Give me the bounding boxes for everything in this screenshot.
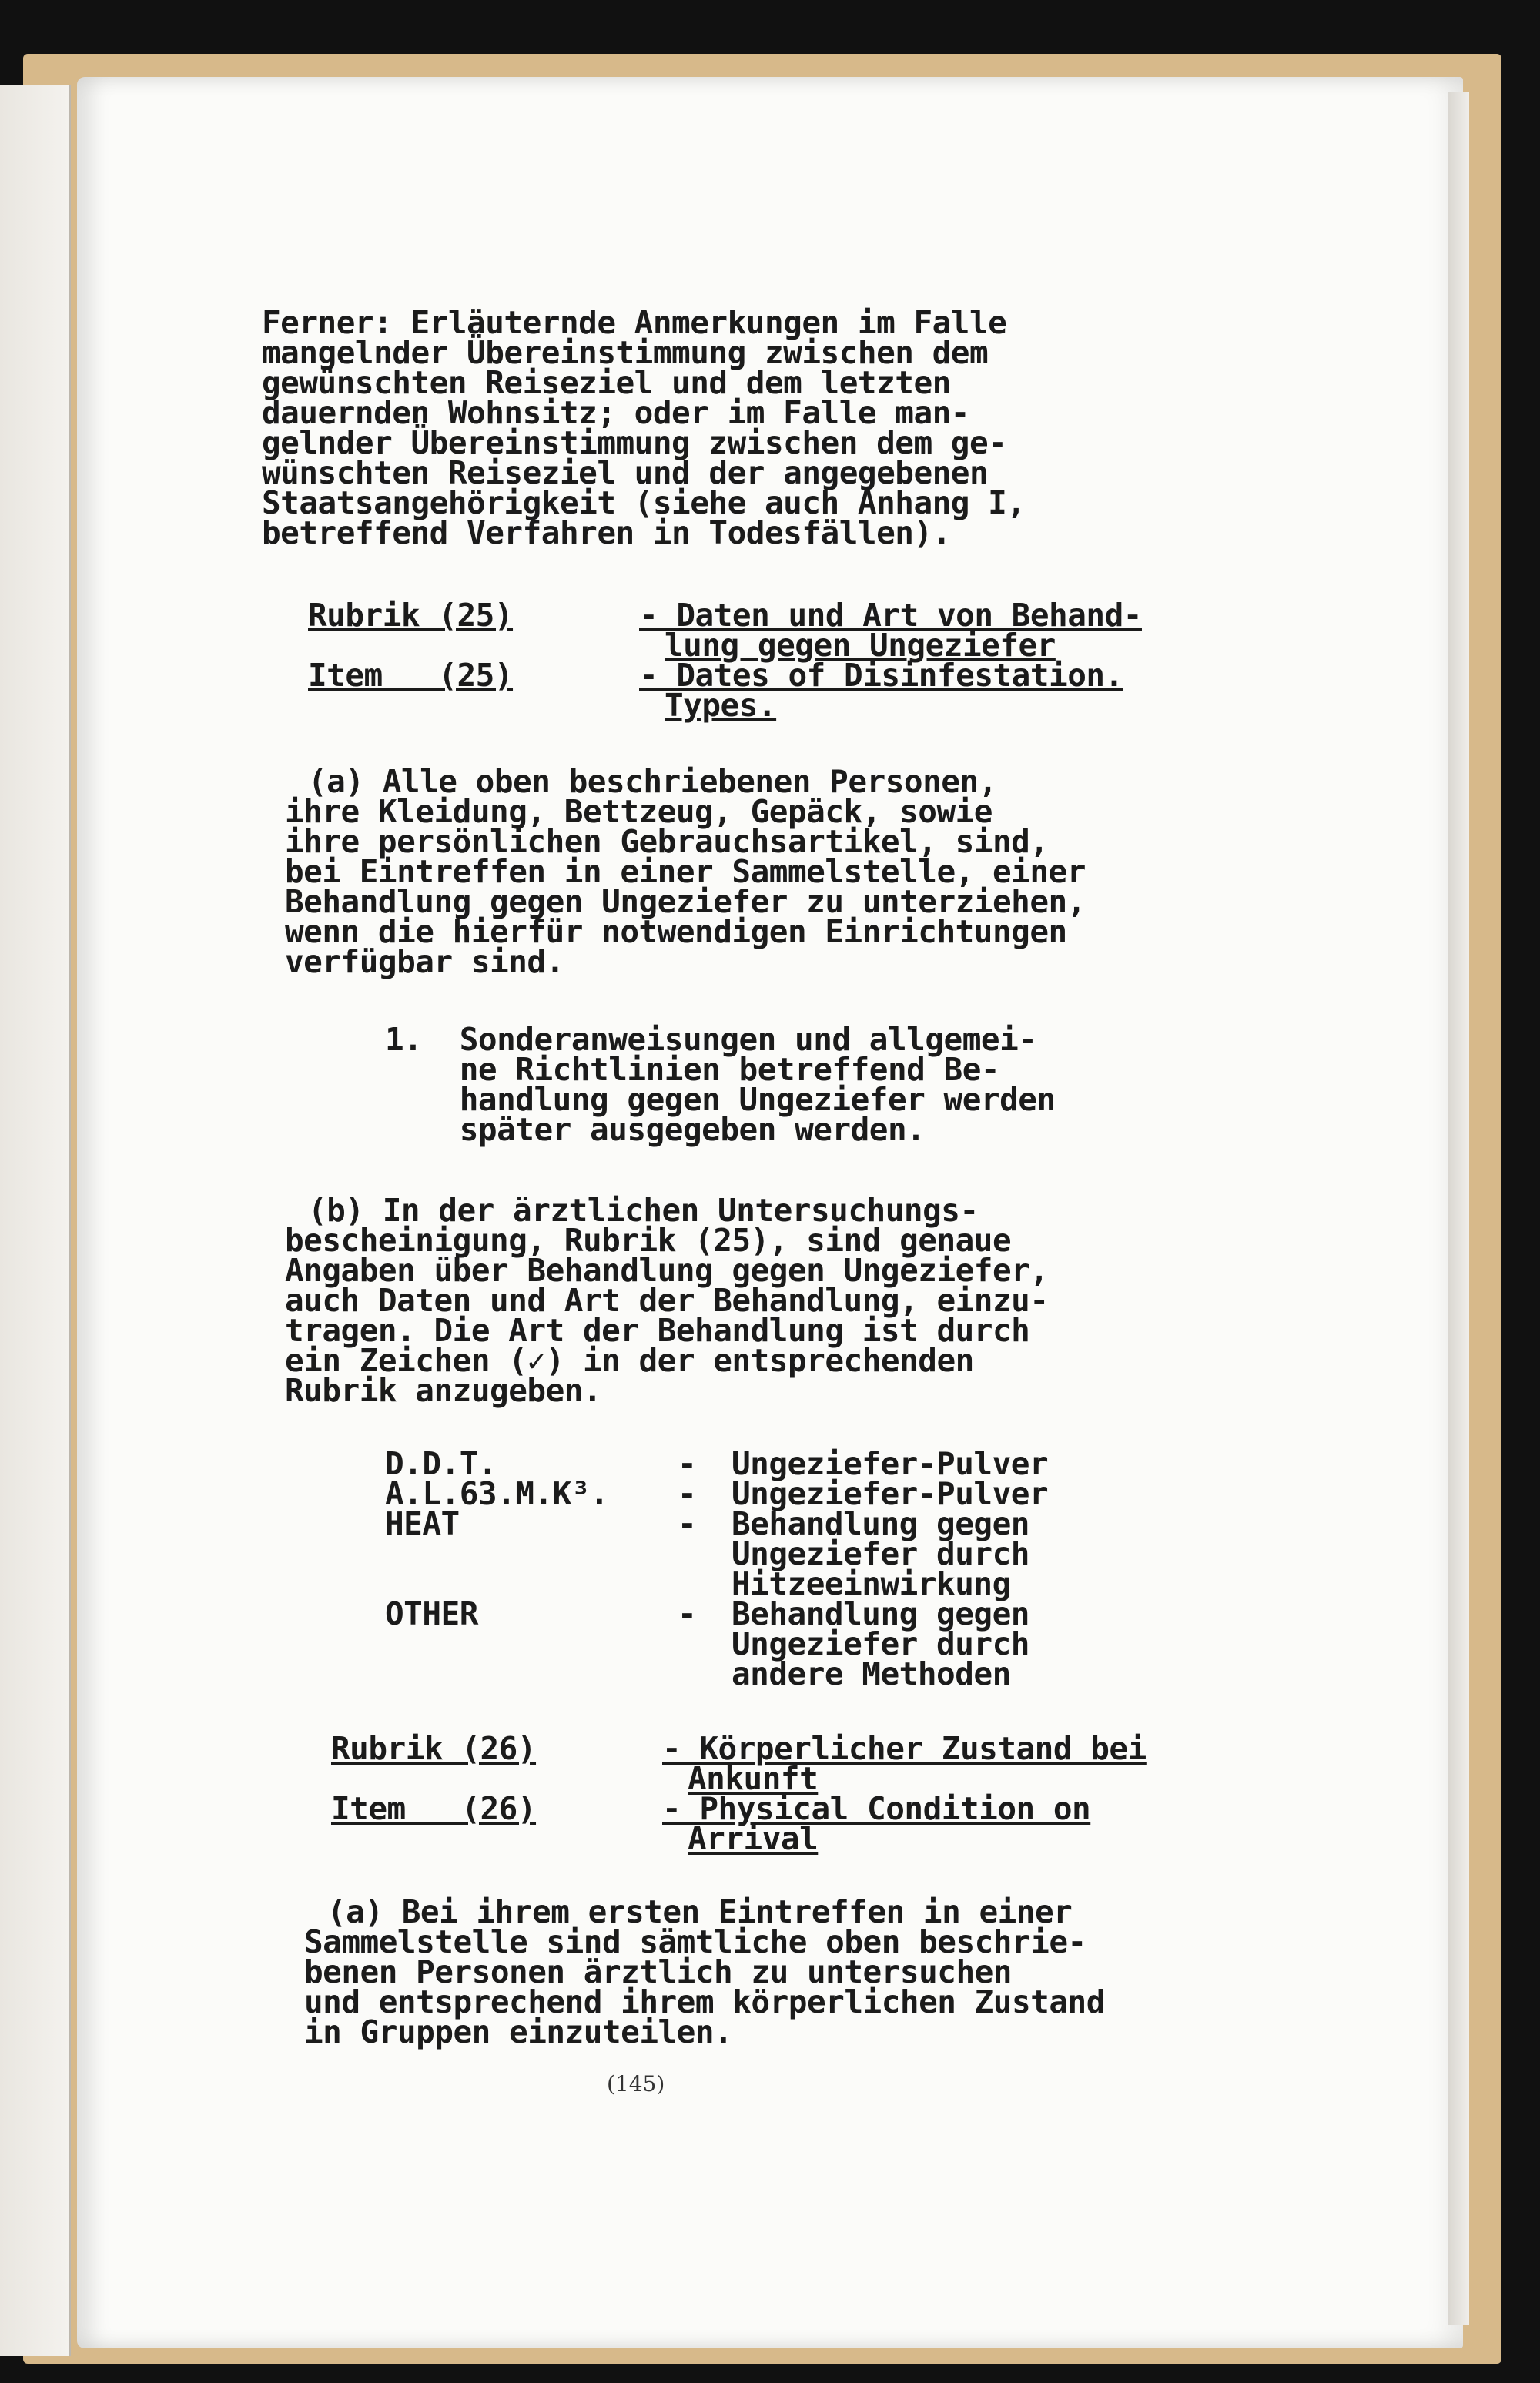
definition-dash: - [678,1445,697,1482]
definition-desc: andere Methoden [732,1655,1011,1692]
text-line: tragen. Die Art der Behandlung ist durch [285,1312,1030,1349]
text-line: ihre persönlichen Gebrauchsartikel, sind, [285,823,1049,860]
disinfestation-types [262,1445,1186,1692]
text-line: später ausgegeben werden. [385,1111,926,1148]
rubrik-26-de-label: Rubrik (26) [331,1730,537,1767]
definition-desc: Ungeziefer durch [732,1625,1029,1662]
text-line: Rubrik anzugeben. [285,1372,602,1409]
text-line: ne Richtlinien betreffend Be- [385,1051,1000,1088]
definition-desc: Ungeziefer-Pulver [732,1475,1049,1512]
text-line: wünschten Reiseziel und der angegebenen [262,454,989,491]
definition-code: A.L.63.M.K³. [385,1475,609,1512]
item-1 [262,1021,1186,1148]
definition-code: D.D.T. [385,1445,497,1482]
text-line: bescheinigung, Rubrik (25), sind genaue [285,1222,1012,1259]
text-line: ein Zeichen (✓) in der entsprechenden [285,1342,974,1379]
definition-code: HEAT [385,1505,460,1542]
text-line: bei Eintreffen in einer Sammelstelle, einer [285,853,1086,890]
text-line: handlung gegen Ungeziefer werden [385,1081,1056,1118]
paragraph-ferner [262,304,1186,551]
rubrik-26-en-row-2 [331,1820,1186,1857]
text-line: ihre Kleidung, Bettzeug, Gepäck, sowie [285,793,993,830]
rubrik-25-en-title-cont: Types. [665,687,777,724]
text-line: mangelnder Übereinstimmung zwischen dem [262,334,989,371]
rubrik-25-en-title: - Dates of Disinfestation. [639,657,1123,694]
text-line: in Gruppen einzuteilen. [304,2013,733,2050]
rubrik-26-de-title: - Körperlicher Zustand bei [662,1730,1147,1767]
right-page-edge [1448,92,1469,2325]
text-line: Ferner: Erläuternde Anmerkungen im Falle [262,304,1007,341]
text-line: (b) In der ärztlichen Untersuchungs- [308,1192,979,1229]
paragraph-25b [262,1192,1186,1409]
rubrik-25-en-row-2 [308,687,1186,724]
page-number: (145) [607,2071,665,2097]
text-line: gewünschten Reiseziel und dem letzten [262,364,951,401]
rubrik-25-de-label: Rubrik (25) [308,597,514,634]
text-line: wenn die hierfür notwendigen Einrichtungen [285,913,1067,950]
text-line: betreffend Verfahren in Todesfällen). [262,514,951,551]
rubrik-26-en-title-cont: Arrival [688,1820,819,1857]
text-line: Staatsangehörigkeit (siehe auch Anhang I, [262,484,1026,521]
rubrik-25-de-title: - Daten und Art von Behand- [639,597,1142,634]
definition-desc: Hitzeeinwirkung [732,1565,1011,1602]
left-page-edge [0,85,71,2356]
definition-row [385,1505,1186,1602]
definition-desc: Behandlung gegen [732,1595,1029,1632]
definition-code: OTHER [385,1595,478,1632]
rubrik-26-de-title-cont: Ankunft [688,1760,819,1797]
rubrik-26-en-label: Item (26) [331,1790,537,1827]
text-line: benen Personen ärztlich zu untersuchen [304,1953,1012,1990]
paragraph-25a [262,763,1186,980]
rubrik-26-en-title: - Physical Condition on [662,1790,1091,1827]
paragraph-26a [262,1893,1186,2050]
rubrik-25-heading [262,597,1186,724]
text-line: gelnder Übereinstimmung zwischen dem ge- [262,424,1007,461]
definition-desc: Behandlung gegen [732,1505,1029,1542]
text-line: dauernden Wohnsitz; oder im Falle man- [262,394,969,431]
definition-desc: Ungeziefer durch [732,1535,1029,1572]
rubrik-25-en-label: Item (25) [308,657,514,694]
text-line: 1. Sonderanweisungen und allgemei- [385,1021,1037,1058]
definition-dash: - [678,1595,697,1632]
definition-row [385,1595,1186,1692]
text-line: Behandlung gegen Ungeziefer zu unterziehen, [285,883,1086,920]
text-line: auch Daten und Art der Behandlung, einzu- [285,1282,1049,1319]
text-line: Angaben über Behandlung gegen Ungeziefer, [285,1252,1049,1289]
text-line: verfügbar sind. [285,943,564,980]
text-line: und entsprechend ihrem körperlichen Zustand [304,1983,1105,2020]
definition-dash: - [678,1505,697,1542]
rubrik-25-de-title-cont: lung gegen Ungeziefer [665,627,1056,664]
rubrik-26-heading [262,1730,1186,1857]
definition-desc: Ungeziefer-Pulver [732,1445,1049,1482]
text-line: Sammelstelle sind sämtliche oben beschrie- [304,1923,1086,1960]
text-line: (a) Bei ihrem ersten Eintreffen in einer [327,1893,1073,1930]
definition-dash: - [678,1475,697,1512]
text-line: (a) Alle oben beschriebenen Personen, [308,763,997,800]
document-body [262,304,1186,2050]
